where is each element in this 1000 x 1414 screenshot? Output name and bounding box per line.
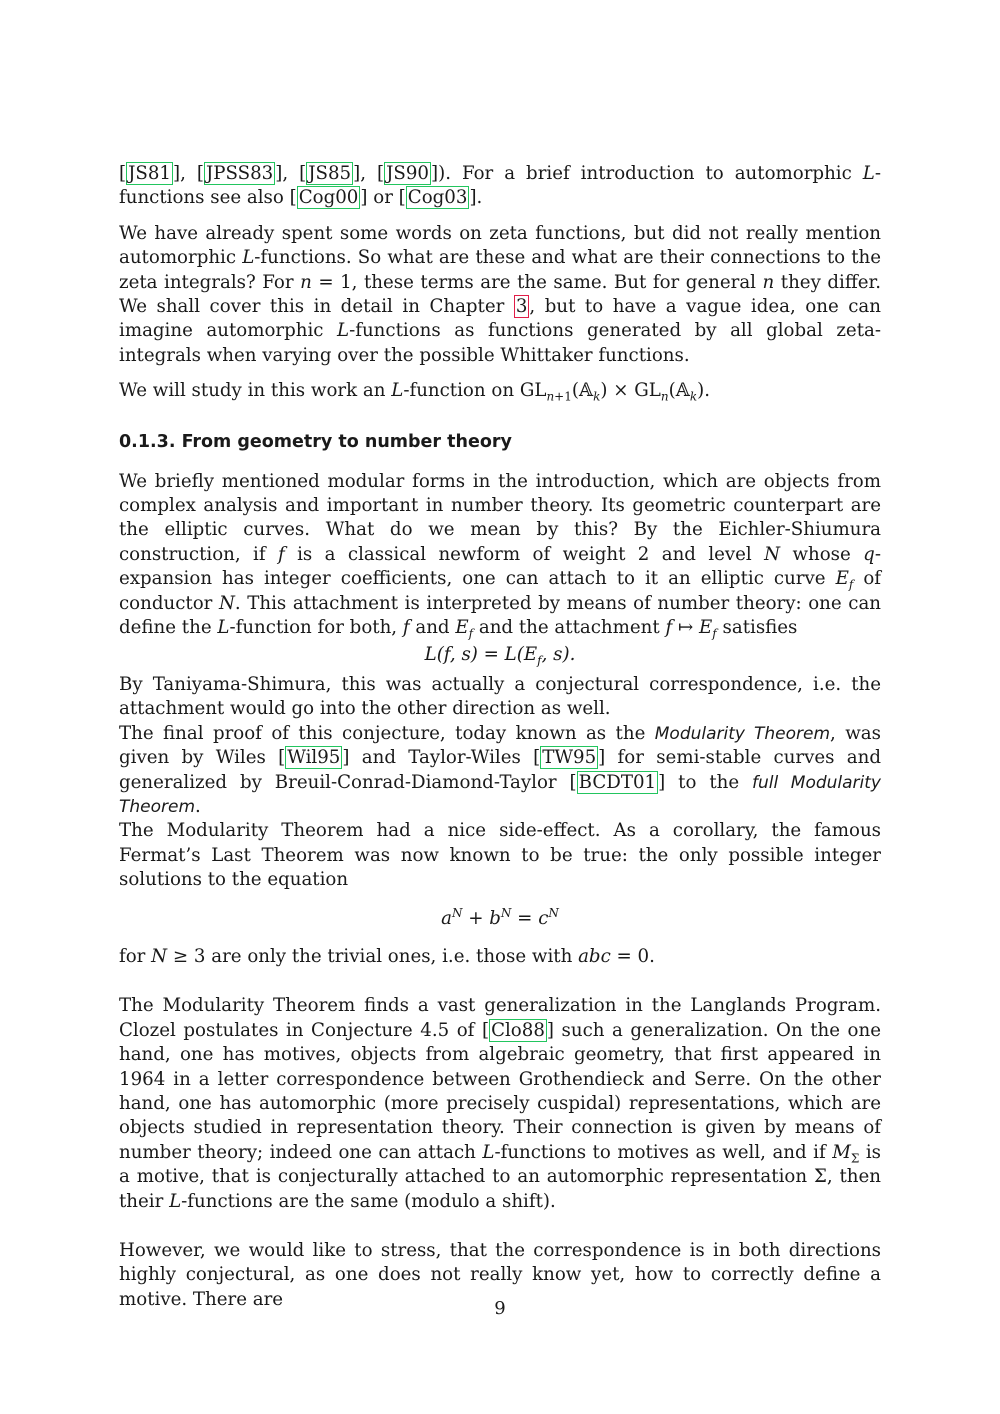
citation-link[interactable]: Wil95 [287,747,341,769]
citation-link[interactable]: JPSS83 [205,163,274,184]
chapter-link[interactable]: 3 [515,296,528,318]
citation-link[interactable]: JS90 [386,163,430,184]
citation-link[interactable]: JS81 [128,163,172,184]
equation-fermat: $a^N + b^N = c^N$ [441,905,559,929]
paragraph-however: However, we would like to stress, that the correspondence is in both directions highly conjectural, as one does not really know yet, how to correctly define a motive. There are [119,1240,881,1310]
page-number: 9 [494,1298,506,1319]
paragraph-trivial: for N ≥ 3 are only the trivial ones, i.e. those with abc = 0. [119,945,655,967]
paragraph-taniyama: By Taniyama-Shimura, this was actually a conjectural correspondence, i.e. the attachment would go into the other direction as well. [119,673,881,720]
page-body [119,162,881,1323]
paragraph-intro-refs: [ JS81 ], [ JPSS83 ], [ JS85 ], [ JS90 ]). For a brief introduction to automorphic L-functions see also [ Cog00 ] or [ Cog03 ]. [119,163,881,209]
citation-link[interactable]: Clo88 [491,1019,545,1041]
section-heading: 0.1.3. From geometry to number theory [119,431,512,452]
citation-link[interactable]: BCDT01 [578,771,657,793]
paragraph-langlands: The Modularity Theorem finds a vast generalization in the Langlands Program. Clozel postulates in Conjecture 4.5 of [ Clo88 ] such a generalization. On the one hand, one has motives, objects from algebraic geometry, that first appeared in 1964 in a letter correspondence between Grothendieck and Serre. On the other hand, one has automorphic (more precisely cuspidal) representations, which are objects studied in representation theory. Their connection is given by means of number theory; indeed one can attach L-functions to motives as well, and if $M_\Sigma$ is a motive, that is conjecturally attached to an automorphic representation Σ, then their L-functions are the same (modulo a shift). [119,995,881,1212]
equation-l-function: L(f, $s) = L(E_f$, s). [424,643,576,668]
citation-link[interactable]: JS85 [308,163,352,184]
paragraph-study: We will study in this work an L-function on $GL_{n+1}(𝔸_k)$ × $GL_n(𝔸_k)$. [119,380,711,404]
citation-link[interactable]: Cog03 [407,187,468,209]
citation-link[interactable]: TW95 [542,747,597,769]
citation-link[interactable]: Cog00 [298,187,359,209]
paragraph-modular-forms: We briefly mentioned modular forms in the introduction, which are objects from complex analysis and important in number theory. Its geometric counterpart are the elliptic curves. What do we mean by this? By the Eichler-Shiumura construction, if f is a classical newform of weight 2 and level N whose q-expansion has integer coefficients, one can attach to it an elliptic curve $E_f$ of conductor N. This attachment is interpreted by means of number theory: one can define the L-function for both, f and $E_f$ and the attachment f ↦ $E_f$ satisfies [119,470,882,641]
paragraph-modularity: The final proof of this conjecture, today known as the Modularity Theorem, was given by Wiles [ Wil95 ] and Taylor-Wiles [ TW95 ] for semi-stable curves and generalized by Breuil-Conrad-Diamond-Taylor [ BCDT01 ] to the full Modularity Theorem. [119,722,881,817]
paragraph-fermat: The Modularity Theorem had a nice side-effect. As a corollary, the famous Fermat’s Last Theorem was now known to be true: the only possible integer solutions to the equation [119,820,881,891]
paragraph-zeta: We have already spent some words on zeta functions, but did not really mention automorphic L-functions. So what are these and what are their connections to the zeta integrals? For n = 1, these terms are the same. But for general n they differ. We shall cover this in detail in Chapter 3 , but to have a vague idea, one can imagine automorphic L-functions as functions generated by all global zeta-integrals when varying over the possible Whittaker functions. [119,222,881,366]
